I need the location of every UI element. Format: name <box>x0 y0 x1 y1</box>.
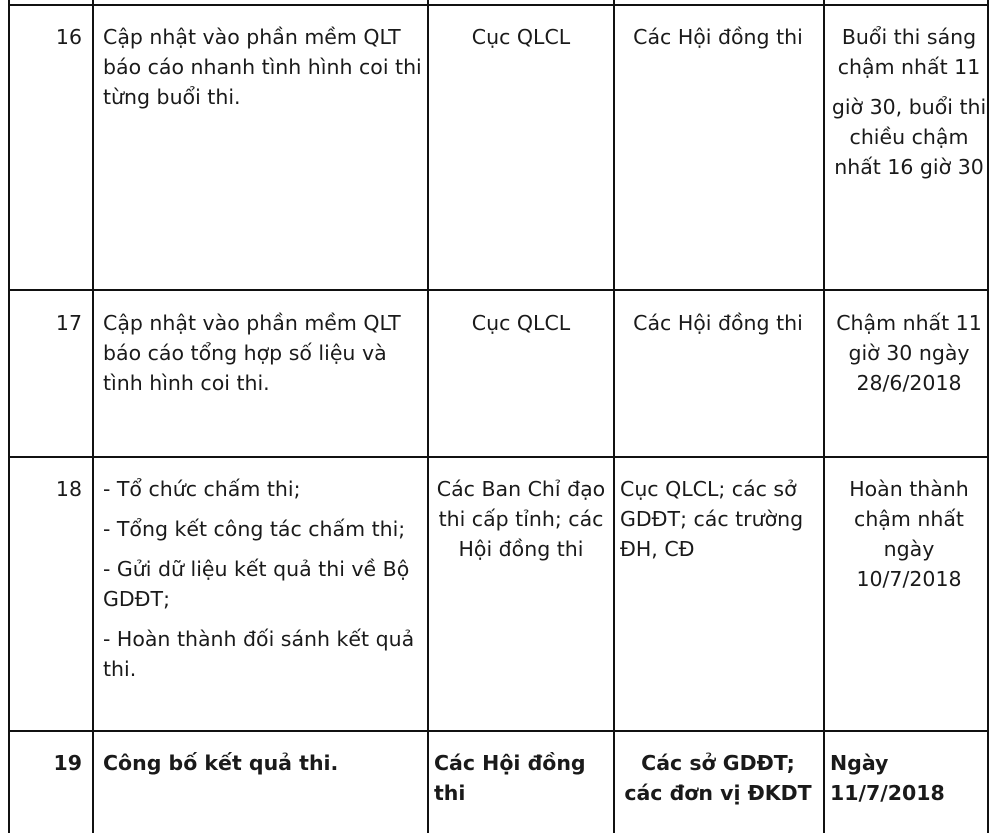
deadline-line: giờ 30, buổi thi chiều chậm nhất 16 giờ 30 <box>831 95 987 179</box>
coordinating-unit: Các sở GDĐT; các đơn vị ĐKDT <box>624 751 812 805</box>
table-border <box>8 0 10 833</box>
task-description: Cập nhật vào phần mềm QLT báo cáo nhanh tình hình coi thi từng buổi thi. <box>103 25 422 109</box>
task-line: - Hoàn thành đối sánh kết quả thi. <box>103 627 415 681</box>
task-line: - Gửi dữ liệu kết quả thi về Bộ GDĐT; <box>103 557 410 611</box>
task-description: Công bố kết quả thi. <box>103 751 339 775</box>
deadline: Ngày 11/7/2018 <box>830 751 945 805</box>
table-border <box>427 0 429 833</box>
row-number: 17 <box>55 311 82 335</box>
task-description: Cập nhật vào phần mềm QLT báo cáo tổng hợp số liệu và tình hình coi thi. <box>103 311 401 395</box>
row-divider <box>8 456 989 458</box>
deadline-line: Buổi thi sáng chậm nhất 11 <box>837 25 981 79</box>
row-number: 19 <box>53 751 82 775</box>
table-border <box>613 0 615 833</box>
task-line: - Tổng kết công tác chấm thi; <box>103 517 406 541</box>
deadline: Hoàn thành chậm nhất ngày 10/7/2018 <box>849 477 969 591</box>
responsible-unit: Cục QLCL <box>471 311 571 335</box>
deadline <box>830 22 988 182</box>
coordinating-unit: Các Hội đồng thi <box>633 25 803 49</box>
table-border <box>823 0 825 833</box>
task-description <box>103 474 423 684</box>
row-divider <box>8 289 989 291</box>
responsible-unit: Cục QLCL <box>471 25 571 49</box>
deadline: Chậm nhất 11 giờ 30 ngày 28/6/2018 <box>836 311 982 395</box>
table-border <box>92 0 94 833</box>
row-number: 18 <box>55 477 82 501</box>
row-divider <box>8 730 989 732</box>
row-number: 16 <box>55 25 82 49</box>
task-line: - Tổ chức chấm thi; <box>103 477 301 501</box>
responsible-unit: Các Hội đồng thi <box>434 751 586 805</box>
row-divider <box>8 4 989 6</box>
coordinating-unit: Cục QLCL; các sở GDĐT; các trường ĐH, CĐ <box>620 477 804 561</box>
coordinating-unit: Các Hội đồng thi <box>633 311 803 335</box>
responsible-unit: Các Ban Chỉ đạo thi cấp tỉnh; các Hội đồng thi <box>436 477 606 561</box>
